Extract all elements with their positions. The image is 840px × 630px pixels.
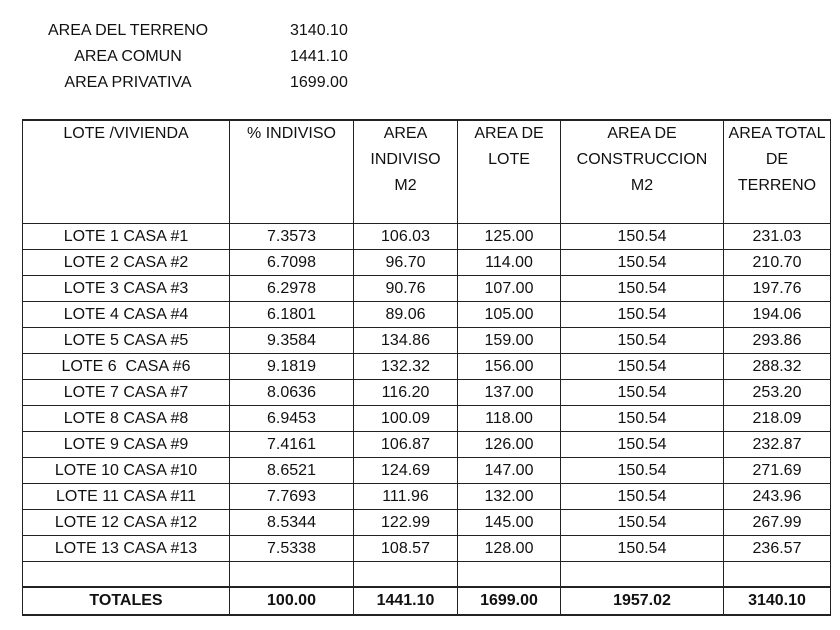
empty-cell [23, 562, 230, 588]
empty-cell [230, 562, 354, 588]
cell-percent-indiviso: 9.3584 [230, 328, 354, 354]
cell-lote-vivienda: LOTE 3 CASA #3 [23, 276, 230, 302]
cell-lote-vivienda: LOTE 10 CASA #10 [23, 458, 230, 484]
cell-area-total-terreno: 197.76 [724, 276, 831, 302]
cell-area-total-terreno: 243.96 [724, 484, 831, 510]
cell-area-construccion: 150.54 [561, 328, 724, 354]
lots-table [22, 119, 831, 616]
cell-area-total-terreno: 236.57 [724, 536, 831, 562]
cell-lote-vivienda: LOTE 13 CASA #13 [23, 536, 230, 562]
cell-area-construccion: 150.54 [561, 380, 724, 406]
cell-lote-vivienda: LOTE 11 CASA #11 [23, 484, 230, 510]
table-row [23, 458, 831, 484]
lots-table-body [23, 224, 831, 588]
cell-area-lote: 128.00 [458, 536, 561, 562]
table-row [23, 510, 831, 536]
cell-area-total-terreno: 194.06 [724, 302, 831, 328]
cell-percent-indiviso: 6.1801 [230, 302, 354, 328]
cell-area-construccion: 150.54 [561, 224, 724, 250]
empty-cell [724, 562, 831, 588]
header-text-line: CONSTRUCCION [576, 151, 708, 168]
lots-table-header [23, 120, 831, 224]
cell-area-total-terreno: 271.69 [724, 458, 831, 484]
cell-area-construccion: 150.54 [561, 276, 724, 302]
cell-percent-indiviso: 7.4161 [230, 432, 354, 458]
cell-percent-indiviso: 8.5344 [230, 510, 354, 536]
table-row [23, 328, 831, 354]
cell-percent-indiviso: 7.5338 [230, 536, 354, 562]
totals-row [23, 587, 831, 615]
cell-area-construccion: 150.54 [561, 510, 724, 536]
total-percent-indiviso: 100.00 [230, 587, 354, 615]
cell-area-indiviso: 106.87 [354, 432, 458, 458]
cell-area-total-terreno: 267.99 [724, 510, 831, 536]
cell-area-indiviso: 90.76 [354, 276, 458, 302]
cell-area-total-terreno: 293.86 [724, 328, 831, 354]
cell-area-lote: 132.00 [458, 484, 561, 510]
total-area-construccion: 1957.02 [561, 587, 724, 615]
table-row [23, 432, 831, 458]
cell-percent-indiviso: 8.6521 [230, 458, 354, 484]
cell-lote-vivienda: LOTE 9 CASA #9 [23, 432, 230, 458]
table-row [23, 224, 831, 250]
cell-area-construccion: 150.54 [561, 458, 724, 484]
cell-area-lote: 159.00 [458, 328, 561, 354]
cell-area-lote: 126.00 [458, 432, 561, 458]
cell-area-total-terreno: 231.03 [724, 224, 831, 250]
cell-area-construccion: 150.54 [561, 406, 724, 432]
total-area-lote: 1699.00 [458, 587, 561, 615]
summary-row [40, 44, 348, 70]
cell-lote-vivienda: LOTE 5 CASA #5 [23, 328, 230, 354]
cell-area-indiviso: 134.86 [354, 328, 458, 354]
cell-lote-vivienda: LOTE 2 CASA #2 [23, 250, 230, 276]
cell-area-indiviso: 111.96 [354, 484, 458, 510]
empty-cell [561, 562, 724, 588]
table-row [23, 406, 831, 432]
cell-area-construccion: 150.54 [561, 302, 724, 328]
cell-percent-indiviso: 7.7693 [230, 484, 354, 510]
cell-lote-vivienda: LOTE 1 CASA #1 [23, 224, 230, 250]
table-row [23, 354, 831, 380]
table-row [23, 250, 831, 276]
cell-lote-vivienda: LOTE 8 CASA #8 [23, 406, 230, 432]
total-area-total-terreno: 3140.10 [724, 587, 831, 615]
total-area-indiviso: 1441.10 [354, 587, 458, 615]
cell-percent-indiviso: 6.9453 [230, 406, 354, 432]
column-header-area-construccion [561, 120, 724, 224]
summary-value: 3140.10 [290, 22, 348, 39]
cell-lote-vivienda: LOTE 6 CASA #6 [23, 354, 230, 380]
cell-area-indiviso: 124.69 [354, 458, 458, 484]
cell-area-indiviso: 106.03 [354, 224, 458, 250]
cell-area-lote: 114.00 [458, 250, 561, 276]
column-header-area-lote [458, 120, 561, 224]
cell-area-total-terreno: 232.87 [724, 432, 831, 458]
cell-area-lote: 105.00 [458, 302, 561, 328]
cell-lote-vivienda: LOTE 7 CASA #7 [23, 380, 230, 406]
empty-cell [354, 562, 458, 588]
summary-label: AREA COMUN [74, 48, 182, 65]
cell-area-lote: 147.00 [458, 458, 561, 484]
header-text-line: AREA DE [607, 125, 677, 142]
cell-area-lote: 156.00 [458, 354, 561, 380]
cell-area-lote: 145.00 [458, 510, 561, 536]
table-row [23, 536, 831, 562]
header-text-line: % INDIVISO [247, 125, 336, 142]
header-text-line: LOTE /VIVIENDA [63, 125, 189, 142]
summary-row [40, 18, 348, 44]
cell-area-lote: 107.00 [458, 276, 561, 302]
cell-area-lote: 125.00 [458, 224, 561, 250]
summary-label: AREA DEL TERRENO [47, 22, 209, 39]
cell-area-indiviso: 116.20 [354, 380, 458, 406]
cell-lote-vivienda: LOTE 4 CASA #4 [23, 302, 230, 328]
table-row [23, 276, 831, 302]
area-summary [40, 18, 348, 96]
cell-area-construccion: 150.54 [561, 250, 724, 276]
cell-area-indiviso: 132.32 [354, 354, 458, 380]
cell-area-indiviso: 100.09 [354, 406, 458, 432]
table-row [23, 380, 831, 406]
header-text-line: M2 [630, 177, 654, 194]
header-text-line: INDIVISO [370, 151, 441, 168]
header-text-line: AREA [383, 125, 428, 142]
column-header-lote-vivienda [23, 120, 230, 224]
cell-area-total-terreno: 210.70 [724, 250, 831, 276]
total-lote-vivienda: TOTALES [23, 587, 230, 615]
header-text-line: AREA TOTAL [728, 125, 826, 142]
lots-table-footer [23, 587, 831, 615]
cell-percent-indiviso: 8.0636 [230, 380, 354, 406]
area-summary-body [40, 18, 348, 96]
summary-row [40, 70, 348, 96]
summary-value: 1699.00 [290, 74, 348, 91]
column-header-percent-indiviso [230, 120, 354, 224]
header-text-line: DE [765, 151, 789, 168]
cell-area-total-terreno: 288.32 [724, 354, 831, 380]
cell-area-indiviso: 96.70 [354, 250, 458, 276]
empty-cell [458, 562, 561, 588]
cell-percent-indiviso: 6.2978 [230, 276, 354, 302]
cell-percent-indiviso: 6.7098 [230, 250, 354, 276]
cell-area-indiviso: 89.06 [354, 302, 458, 328]
cell-area-lote: 137.00 [458, 380, 561, 406]
cell-area-lote: 118.00 [458, 406, 561, 432]
table-row [23, 302, 831, 328]
header-text-line: M2 [394, 177, 417, 194]
cell-area-indiviso: 108.57 [354, 536, 458, 562]
header-text-line: LOTE [488, 151, 530, 168]
summary-value: 1441.10 [290, 48, 348, 65]
empty-row [23, 562, 831, 588]
cell-area-total-terreno: 218.09 [724, 406, 831, 432]
header-row [23, 120, 831, 224]
summary-label: AREA PRIVATIVA [64, 74, 192, 91]
cell-area-indiviso: 122.99 [354, 510, 458, 536]
header-text-line: TERRENO [737, 177, 817, 194]
column-header-area-total-terreno [724, 120, 831, 224]
cell-percent-indiviso: 7.3573 [230, 224, 354, 250]
cell-area-construccion: 150.54 [561, 536, 724, 562]
column-header-area-indiviso [354, 120, 458, 224]
table-row [23, 484, 831, 510]
cell-area-total-terreno: 253.20 [724, 380, 831, 406]
cell-lote-vivienda: LOTE 12 CASA #12 [23, 510, 230, 536]
cell-area-construccion: 150.54 [561, 432, 724, 458]
cell-area-construccion: 150.54 [561, 354, 724, 380]
header-text-line: AREA DE [474, 125, 544, 142]
cell-area-construccion: 150.54 [561, 484, 724, 510]
cell-percent-indiviso: 9.1819 [230, 354, 354, 380]
